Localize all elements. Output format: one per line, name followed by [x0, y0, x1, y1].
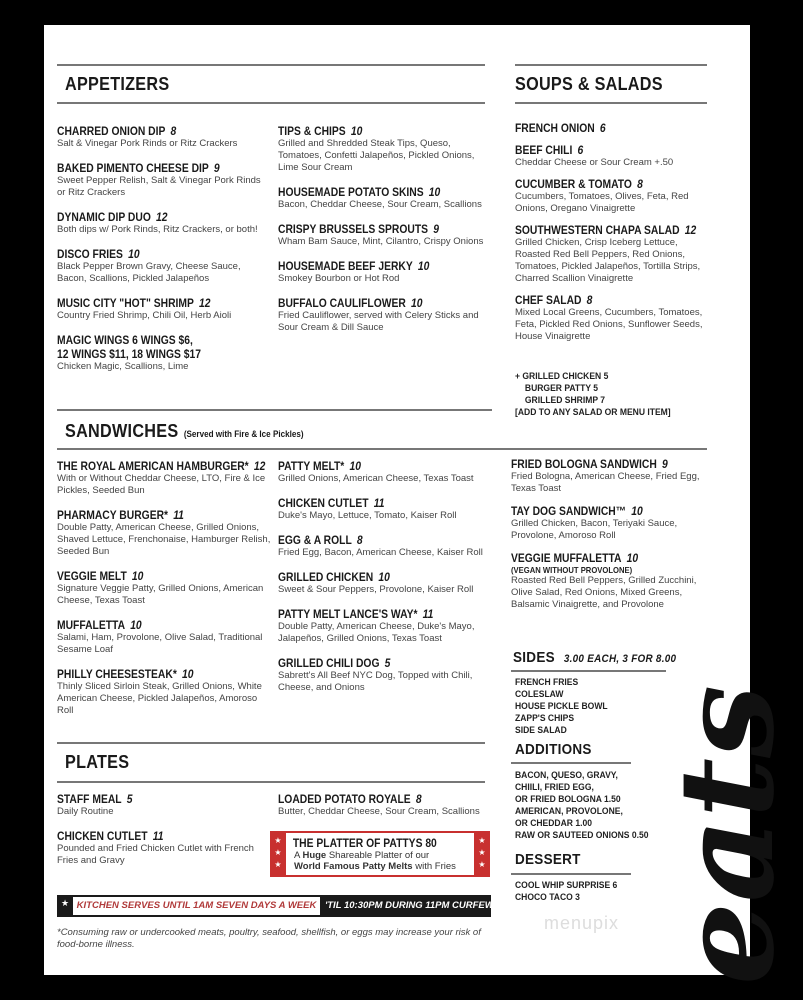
sandwiches-column-2 [278, 459, 493, 705]
item-description: Wham Bam Sauce, Mint, Cilantro, Crispy Onions [278, 236, 484, 247]
item-price: 12 [156, 210, 168, 224]
item-name [57, 296, 238, 310]
menu-item [57, 618, 272, 656]
menu-item [278, 496, 493, 522]
sides-heading: SIDES [513, 649, 555, 666]
menu-item [515, 143, 715, 169]
item-description: Sabrett's All Beef NYC Dog, Topped with Chili, Cheese, and Onions [278, 670, 473, 693]
divider [57, 781, 485, 783]
item-title: CHARRED ONION DIP [57, 124, 166, 138]
menu-item [515, 223, 715, 285]
item-name [515, 223, 697, 237]
item-title: LOADED POTATO ROYALE [278, 792, 411, 806]
item-title: MUFFALETTA [57, 618, 126, 632]
item-description: Grilled Chicken, Crisp Iceberg Lettuce, Roasted Red Bell Peppers, Red Onions, Tomatoes, Pickled Jalapeños, Tortilla Strips, Charred Scallion Vinaigrette [515, 237, 701, 284]
item-name-cont: 12 WINGS $11, 18 WINGS $17 [57, 347, 201, 361]
item-name [57, 124, 238, 138]
addition-item: OR CHEDDAR 1.00 [515, 818, 592, 829]
menu-item [511, 457, 711, 495]
item-name [515, 293, 687, 307]
soups-salads-title: SOUPS & SALADS [515, 74, 663, 94]
star-icons: ★ ★ ★ [478, 836, 486, 869]
item-name [278, 185, 459, 199]
item-name [278, 570, 463, 584]
item-description: Fried Bologna, American Cheese, Fried Egg, Texas Toast [511, 471, 700, 494]
item-price: 6 [599, 121, 606, 135]
curfew-hours: 'TIL 10:30PM DURING 11PM CURFEW [325, 900, 494, 911]
menu-item [57, 161, 267, 199]
dessert-item: COOL WHIP SURPRISE 6 [515, 880, 618, 891]
item-price: 8 [637, 177, 643, 191]
side-item: FRENCH FRIES [515, 677, 579, 688]
item-description: Sweet Pepper Relish, Salt & Vinegar Pork Rinds or Ritz Crackers [57, 175, 261, 198]
item-title: THE ROYAL AMERICAN HAMBURGER* [57, 459, 249, 473]
item-name [511, 457, 683, 471]
item-description: Butter, Cheddar Cheese, Sour Cream, Scallions [278, 806, 480, 817]
menu-item [57, 667, 272, 717]
item-price: 8 [356, 533, 363, 547]
plates-column-1 [57, 792, 272, 878]
item-price: 10 [378, 570, 390, 584]
soups-salads-list [515, 121, 715, 351]
sides-list [515, 677, 618, 737]
item-description: Cucumbers, Tomatoes, Olives, Feta, Red Onions, Oregano Vinaigrette [515, 191, 689, 214]
item-title: GRILLED CHILI DOG [278, 656, 380, 670]
side-item: ZAPP'S CHIPS [515, 713, 575, 724]
item-price: 12 [253, 459, 266, 473]
item-name [57, 569, 242, 583]
item-price: 9 [213, 161, 220, 175]
text: Shareable Platter of our [326, 850, 430, 861]
item-price: 5 [126, 792, 133, 806]
platter-content [286, 833, 474, 875]
item-description: Salami, Ham, Provolone, Olive Salad, Traditional Sesame Loaf [57, 632, 263, 655]
menu-item [511, 551, 711, 611]
item-name [57, 459, 266, 473]
sides-pricing: 3.00 EACH, 3 FOR 8.00 [563, 653, 677, 665]
item-description: Country Fried Shrimp, Chili Oil, Herb Aioli [57, 310, 232, 321]
menu-item [278, 656, 493, 694]
platter-desc [286, 850, 474, 872]
item-name [515, 121, 687, 135]
item-name [278, 222, 459, 236]
item-title: BEEF CHILI [515, 143, 573, 157]
sandwiches-heading: SANDWICHES [65, 421, 179, 441]
item-description: Daily Routine [57, 806, 114, 817]
item-name [57, 829, 242, 843]
item-note: (VEGAN WITHOUT PROVOLONE) [511, 565, 633, 575]
item-price: 11 [373, 496, 385, 510]
item-name [278, 296, 459, 310]
item-name [57, 333, 238, 347]
divider [511, 762, 631, 764]
menu-item [278, 459, 493, 485]
addition-item: BACON, QUESO, GRAVY, [515, 770, 618, 781]
sandwiches-column-3 [511, 457, 711, 620]
menu-item [57, 792, 272, 818]
item-title: CUCUMBER & TOMATO [515, 177, 632, 191]
item-description: Signature Veggie Patty, Grilled Onions, American Cheese, Texas Toast [57, 583, 264, 606]
item-title: MUSIC CITY "HOT" SHRIMP [57, 296, 194, 310]
menu-item [278, 259, 488, 285]
item-price: 10 [349, 459, 361, 473]
divider [57, 448, 707, 450]
item-title: VEGGIE MUFFALETTA [511, 551, 622, 565]
item-price: 12 [684, 223, 697, 237]
item-price: 6 [577, 143, 584, 157]
item-description: Double Patty, American Cheese, Duke's Mayo, Jalapeños, Grilled Onions, Texas Toast [278, 621, 475, 644]
item-description: With or Without Cheddar Cheese, LTO, Fire & Ice Pickles, Seeded Bun [57, 473, 266, 496]
item-description: Both dips w/ Pork Rinds, Ritz Crackers, or both! [57, 224, 258, 235]
item-description: Mixed Local Greens, Cucumbers, Tomatoes, Feta, Pickled Red Onions, Sunflower Seeds, House Vinaigrette [515, 307, 703, 342]
sandwiches-column-1 [57, 459, 272, 728]
item-title: FRENCH ONION [515, 121, 595, 135]
menu-page [44, 25, 803, 985]
item-description: Grilled Onions, American Cheese, Texas Toast [278, 473, 474, 484]
item-price: 9 [661, 457, 668, 471]
item-name [278, 459, 463, 473]
menu-item [57, 508, 272, 558]
item-price: 5 [384, 656, 391, 670]
item-name [57, 667, 242, 681]
divider [515, 64, 707, 66]
item-price: 10 [411, 296, 423, 310]
item-title: DYNAMIC DIP DUO [57, 210, 151, 224]
item-name [278, 496, 463, 510]
menu-item [511, 504, 711, 542]
item-title: PHILLY CHEESESTEAK* [57, 667, 177, 681]
item-description: Black Pepper Brown Gravy, Cheese Sauce, Bacon, Scallions, Pickled Jalapeños [57, 261, 241, 284]
divider [57, 102, 485, 104]
item-price: 10 [182, 667, 194, 681]
item-description: Fried Egg, Bacon, American Cheese, Kaiser Roll [278, 547, 483, 558]
item-price: 11 [152, 829, 164, 843]
menu-item [515, 293, 715, 343]
platter-of-pattys-callout [270, 831, 490, 877]
menu-item [278, 792, 493, 818]
item-description: Roasted Red Bell Peppers, Grilled Zucchini, Olive Salad, Red Onions, Mixed Greens, Balsamic Vinaigrette, and Provolone [511, 575, 697, 610]
item-description: Smokey Bourbon or Hot Rod [278, 273, 400, 284]
addition-item: AMERICAN, PROVOLONE, [515, 806, 623, 817]
item-name [278, 259, 459, 273]
menu-item [57, 569, 272, 607]
item-title: CHICKEN CUTLET [57, 829, 148, 843]
menu-item [278, 296, 488, 334]
item-title: STAFF MEAL [57, 792, 122, 806]
item-description: Duke's Mayo, Lettuce, Tomato, Kaiser Roll [278, 510, 457, 521]
plates-title: PLATES [65, 752, 130, 772]
appetizers-column-1 [57, 124, 267, 384]
item-name [278, 792, 463, 806]
item-name [57, 792, 242, 806]
item-description: Chicken Magic, Scallions, Lime [57, 361, 189, 372]
sides-title [513, 649, 676, 666]
menu-item [57, 333, 267, 373]
item-price: 10 [131, 569, 144, 583]
item-name [511, 551, 683, 565]
item-description: Thinly Sliced Sirloin Steak, Grilled Onions, White American Cheese, Pickled Jalapeños, Amoroso Roll [57, 681, 262, 716]
item-description: Double Patty, American Cheese, Grilled Onions, Shaved Lettuce, Frenchonaise, Hamburger Relish, Seeded Bun [57, 522, 271, 557]
item-title: TIPS & CHIPS [278, 124, 346, 138]
divider [511, 670, 666, 672]
kitchen-hours: KITCHEN SERVES UNTIL 1AM SEVEN DAYS A WEEK [73, 897, 320, 915]
item-price: 8 [415, 792, 422, 806]
addon-item: + GRILLED CHICKEN 5 [515, 371, 609, 382]
menu-item [278, 607, 493, 645]
kitchen-hours-banner [57, 895, 494, 917]
item-name [278, 533, 463, 547]
item-title: FRIED BOLOGNA SANDWICH [511, 457, 657, 471]
item-description: Bacon, Cheddar Cheese, Sour Cream, Scallions [278, 199, 482, 210]
addition-item: CHIILI, FRIED EGG, [515, 782, 594, 793]
item-description: Pounded and Fried Chicken Cutlet with French Fries and Gravy [57, 843, 254, 866]
item-price: 8 [586, 293, 593, 307]
item-title: GRILLED CHICKEN [278, 570, 374, 584]
menu-item [515, 177, 715, 215]
sandwiches-subtitle: (Served with Fire & Ice Pickles) [183, 429, 304, 439]
item-title: HOUSEMADE POTATO SKINS [278, 185, 424, 199]
item-price: 11 [173, 508, 184, 522]
text-bold: Huge [302, 850, 327, 861]
item-description: Salt & Vinegar Pork Rinds or Ritz Crackers [57, 138, 238, 149]
item-title: VEGGIE MELT [57, 569, 127, 583]
divider [57, 64, 485, 66]
salad-addons [515, 371, 715, 419]
eats-script-logo: eats [650, 684, 803, 985]
additions-title: ADDITIONS [515, 741, 592, 758]
menu-item [515, 121, 715, 135]
item-title: EGG & A ROLL [278, 533, 352, 547]
item-title: SOUTHWESTERN CHAPA SALAD [515, 223, 680, 237]
item-price: 12 [199, 296, 211, 310]
divider [515, 102, 707, 104]
item-title: BAKED PIMENTO CHEESE DIP [57, 161, 209, 175]
dessert-item: CHOCO TACO 3 [515, 892, 580, 903]
side-item: HOUSE PICKLE BOWL [515, 701, 608, 712]
item-name [278, 124, 459, 138]
item-title: PATTY MELT* [278, 459, 345, 473]
sandwiches-title [65, 421, 304, 442]
addition-item: OR FRIED BOLOGNA 1.50 [515, 794, 621, 805]
item-price: 10 [631, 504, 643, 518]
menu-item [57, 829, 272, 867]
item-price: 10 [626, 551, 639, 565]
divider [511, 873, 631, 875]
item-name [57, 618, 242, 632]
divider [57, 742, 485, 744]
text-bold: World Famous Patty Melts [294, 861, 413, 872]
item-name [278, 607, 463, 621]
item-price: 10 [350, 124, 363, 138]
divider [57, 409, 492, 411]
item-title: TAY DOG SANDWICH™ [511, 504, 627, 518]
item-name [515, 177, 687, 191]
menu-item [57, 459, 272, 497]
watermark: menupix [544, 913, 620, 933]
item-title: PATTY MELT LANCE'S WAY* [278, 607, 418, 621]
platter-name: THE PLATTER OF PATTYS 80 [292, 836, 437, 850]
item-title: CRISPY BRUSSELS SPROUTS [278, 222, 429, 236]
appetizers-title: APPETIZERS [65, 74, 170, 94]
star-icon: ★ [61, 898, 70, 908]
addon-item: [ADD TO ANY SALAD OR MENU ITEM] [515, 407, 671, 418]
addition-item: RAW OR SAUTEED ONIONS 0.50 [515, 830, 649, 841]
item-description: Grilled Chicken, Bacon, Teriyaki Sauce, Provolone, Amoroso Roll [511, 518, 678, 541]
item-title: MAGIC WINGS 6 WINGS $6, [57, 333, 193, 347]
item-name [278, 656, 463, 670]
text: A [294, 850, 303, 861]
appetizers-column-2 [278, 124, 488, 345]
side-item: COLESLAW [515, 689, 564, 700]
menu-item [57, 247, 267, 285]
plates-column-2 [278, 792, 493, 829]
item-title: CHICKEN CUTLET [278, 496, 369, 510]
item-name [57, 247, 238, 261]
item-price: 11 [422, 607, 434, 621]
addon-item: BURGER PATTY 5 [524, 383, 599, 394]
menu-item [278, 185, 488, 211]
menu-item [278, 222, 488, 248]
additions-list [515, 770, 663, 842]
item-title: DISCO FRIES [57, 247, 123, 261]
item-title: HOUSEMADE BEEF JERKY [278, 259, 413, 273]
menu-item [57, 210, 267, 236]
item-title: CHEF SALAD [515, 293, 582, 307]
item-price: 10 [128, 247, 140, 261]
menu-item [57, 296, 267, 322]
item-title: PHARMACY BURGER* [57, 508, 169, 522]
item-price: 10 [130, 618, 142, 632]
star-icons: ★ ★ ★ [274, 836, 282, 869]
text: with Fries [412, 861, 456, 872]
item-name [511, 504, 683, 518]
side-item: SIDE SALAD [515, 725, 567, 736]
item-description: Sweet & Sour Peppers, Provolone, Kaiser Roll [278, 584, 474, 595]
dessert-title: DESSERT [515, 851, 581, 868]
item-price: 10 [428, 185, 441, 199]
item-name [515, 143, 687, 157]
menu-item [278, 124, 488, 174]
dessert-list [515, 880, 629, 904]
item-price: 8 [170, 124, 177, 138]
menu-item [278, 570, 493, 596]
item-name [57, 210, 238, 224]
addon-item: GRILLED SHRIMP 7 [524, 395, 606, 406]
item-title: BUFFALO CAULIFLOWER [278, 296, 406, 310]
item-description: Fried Cauliflower, served with Celery Sticks and Sour Cream & Dill Sauce [278, 310, 479, 333]
item-description: Grilled and Shredded Steak Tips, Queso, Tomatoes, Confetti Jalapeños, Pickled Onions, Lime Sour Cream [278, 138, 475, 173]
item-name [57, 161, 238, 175]
food-safety-disclaimer: *Consuming raw or undercooked meats, poultry, seafood, shellfish, or eggs may increase your risk of food-borne illness. [57, 927, 481, 950]
item-price: 9 [433, 222, 439, 236]
menu-item [57, 124, 267, 150]
item-name [57, 508, 242, 522]
item-price: 10 [417, 259, 430, 273]
item-description: Cheddar Cheese or Sour Cream +.50 [515, 157, 674, 168]
menu-item [278, 533, 493, 559]
